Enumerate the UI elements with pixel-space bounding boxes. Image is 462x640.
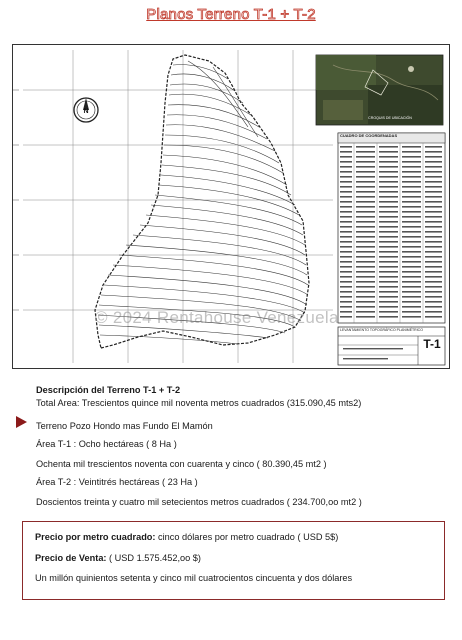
area-t2-line: Área T-2 : Veintitrés hectáreas ( 23 Ha ) — [36, 477, 198, 487]
price-per-m2-line: Precio por metro cuadrado: cinco dólares por metro cuadrado ( USD 5$) — [35, 532, 339, 542]
page-title: Planos Terreno T-1 + T-2 — [146, 6, 316, 23]
sheet-id: T-1 — [423, 337, 441, 351]
terreno-line: Terreno Pozo Hondo mas Fundo El Mamón — [36, 421, 213, 431]
area-t1-line: Área T-1 : Ocho hectáreas ( 8 Ha ) — [36, 439, 177, 449]
coordinate-table — [338, 133, 445, 323]
total-area-line: Total Area: Trescientos quince mil noventa metros cuadrados (315.090,45 mts2) — [36, 398, 362, 408]
inset-caption: CROQUIS DE UBICACIÓN — [368, 116, 412, 120]
price-box — [22, 521, 445, 600]
north-arrow-icon — [74, 98, 98, 122]
area-t1-detail: Ochenta mil trescientos noventa con cuarenta y cinco ( 80.390,45 mt2 ) — [36, 459, 327, 469]
sale-price-words: Un millón quinientos setenta y cinco mil cuatrocientos cincuenta y dos dólares — [35, 573, 353, 583]
watermark: © 2024 Rentahouse Venezuela — [95, 308, 339, 327]
coordinate-table-header: CUADRO DE COORDENADAS — [340, 133, 398, 138]
pointer-arrow-icon — [16, 416, 27, 428]
sale-price-line: Precio de Venta: ( USD 1.575.452,oo $) — [35, 553, 201, 563]
svg-text:N: N — [83, 108, 89, 115]
area-t2-detail: Doscientos treinta y cuatro mil setecientos metros cuadrados ( 234.700,oo mt2 ) — [36, 497, 362, 507]
description-heading: Descripción del Terreno T-1 + T-2 — [36, 385, 181, 395]
titleblock-label: LEVANTAMIENTO TOPOGRÁFICO PLANIMÉTRICO — [340, 328, 423, 332]
location-inset — [316, 55, 443, 125]
